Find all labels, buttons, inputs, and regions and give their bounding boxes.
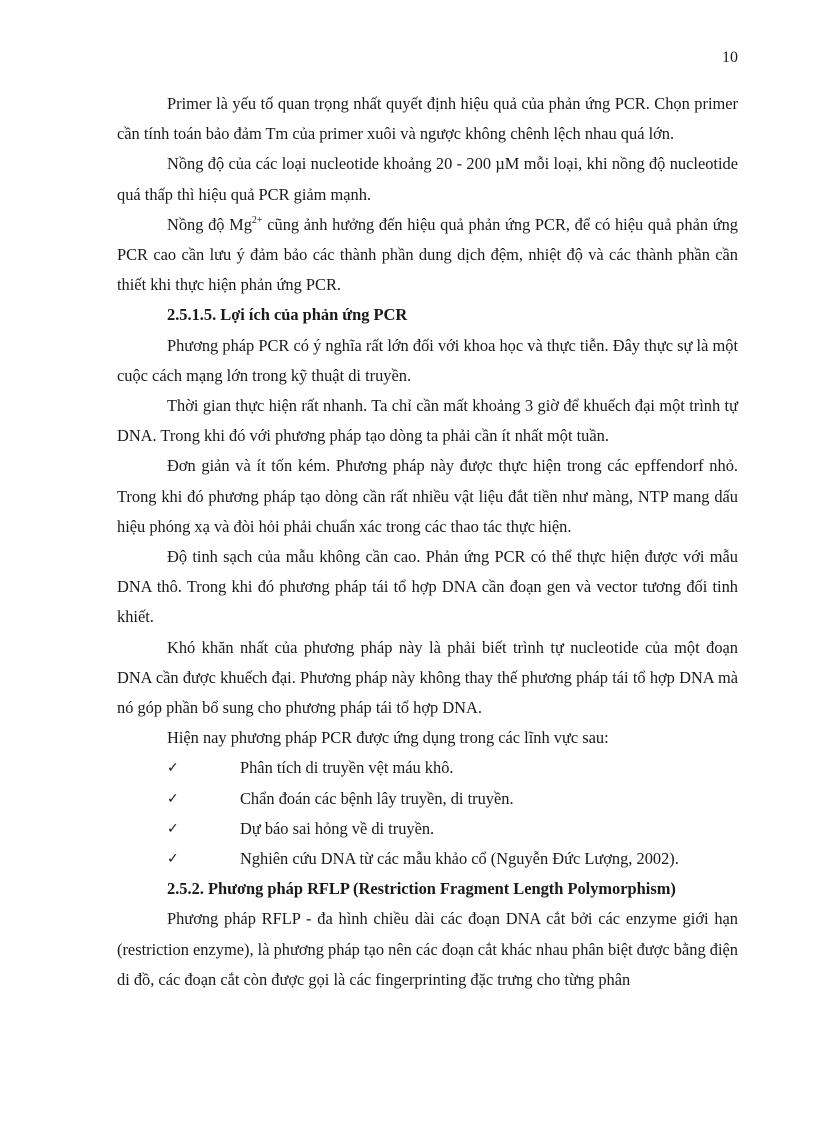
list-item [117, 784, 738, 814]
list-item-text: Chẩn đoán các bệnh lây truyền, di truyền. [240, 788, 514, 808]
section-heading-rflp: 2.5.2. Phương pháp RFLP (Restriction Fragment Length Polymorphism) [167, 879, 676, 899]
paragraph-nucleotide: Nồng độ của các loại nucleotide khoảng 20 - 200 µM mỗi loại, khi nồng độ nucleotide quá thấp thì hiệu quả PCR giảm mạnh. [117, 154, 738, 204]
applications-list [117, 753, 738, 874]
paragraph-purity: Độ tinh sạch của mẫu không cần cao. Phản ứng PCR có thể thực hiện được với mẫu DNA thô. Trong khi đó phương pháp tái tổ hợp DNA cần đoạn gen và vector tương đối tinh khiết. [117, 547, 738, 627]
paragraph-cost: Đơn giản và ít tốn kém. Phương pháp này được thực hiện trong các epffendorf nhỏ. Trong khi đó phương pháp tạo dòng cần rất nhiều vật liệu đắt tiền như màng, NTP mang dấu hiệu phóng xạ và đòi hỏi phải chuẩn xác trong các thao tác thực hiện. [117, 456, 738, 536]
list-item [117, 753, 738, 783]
list-item [117, 844, 738, 874]
checkmark-icon: ✓ [167, 851, 179, 868]
checkmark-icon: ✓ [167, 820, 179, 837]
paragraph-rflp: Phương pháp RFLP - đa hình chiều dài các đoạn DNA cắt bởi các enzyme giới hạn (restriction enzyme), là phương pháp tạo nên các đoạn cắt khác nhau phân biệt được bằng điện di đồ, các đoạn cắt còn được gọi là các fingerprinting đặc trưng cho từng phân [117, 909, 738, 989]
paragraph-difficulty: Khó khăn nhất của phương pháp này là phải biết trình tự nucleotide của một đoạn DNA cần được khuếch đại. Phương pháp này không thay thế phương pháp tái tổ hợp DNA mà nó góp phần bổ sung cho phương pháp tái tổ hợp DNA. [117, 637, 738, 718]
paragraph-significance: Phương pháp PCR có ý nghĩa rất lớn đối với khoa học và thực tiễn. Đây thực sự là một cuộc cách mạng lớn trong kỹ thuật di truyền. [117, 335, 738, 385]
list-item-text: Phân tích di truyền vệt máu khô. [240, 758, 454, 778]
checkmark-icon: ✓ [167, 790, 179, 807]
paragraph-speed: Thời gian thực hiện rất nhanh. Ta chỉ cần mất khoảng 3 giờ để khuếch đại một trình tự DNA. Trong khi đó với phương pháp tạo dòng ta phải cần ít nhất một tuần. [117, 396, 738, 446]
mg-superscript: 2+ [251, 214, 263, 226]
mg-text-after: cũng ảnh hưởng đến hiệu quả phản ứng PCR, để có hiệu quả phản ứng PCR cao cần lưu ý đảm bảo các thành phần dung dịch đệm, nhiệt độ và các thành phần cần thiết khi thực hiện phản ứng PCR. [117, 214, 738, 295]
paragraph-mg [117, 210, 738, 301]
mg-text-before: Nồng độ Mg [167, 214, 252, 234]
list-item-text: Dự báo sai hỏng về di truyền. [240, 818, 435, 838]
document-body [117, 89, 738, 995]
paragraph-primer: Primer là yếu tố quan trọng nhất quyết định hiệu quả của phản ứng PCR. Chọn primer cần tính toán bảo đảm Tm của primer xuôi và ngược không chênh lệch nhau quá lớn. [117, 94, 738, 144]
list-item [117, 814, 738, 844]
page-number: 10 [722, 49, 738, 66]
section-heading-pcr-benefits: 2.5.1.5. Lợi ích của phản ứng PCR [167, 305, 408, 325]
list-item-text: Nghiên cứu DNA từ các mẫu khảo cổ (Nguyễn Đức Lượng, 2002). [240, 849, 679, 869]
checkmark-icon: ✓ [167, 760, 179, 777]
paragraph-applications-intro: Hiện nay phương pháp PCR được ứng dụng trong các lĩnh vực sau: [167, 728, 609, 748]
